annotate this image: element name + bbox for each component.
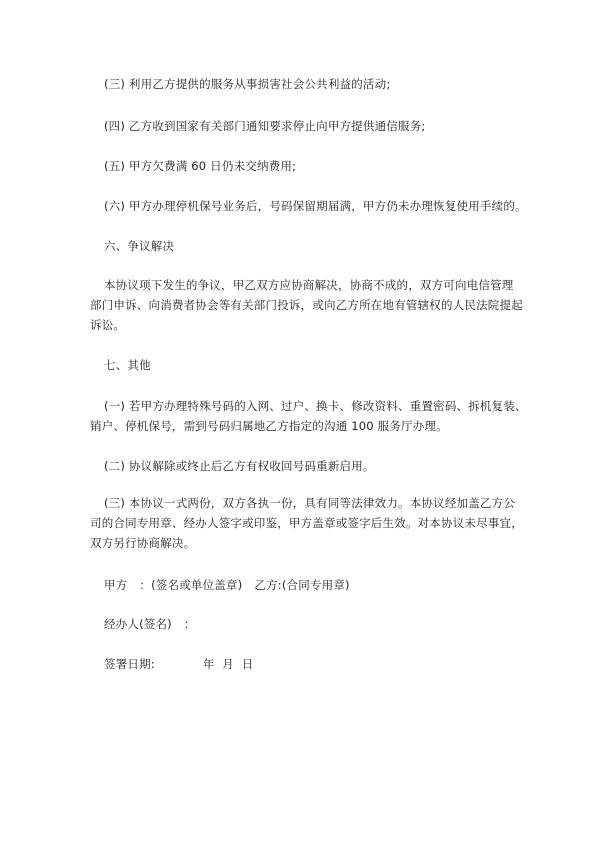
section-seven-clause-one bbox=[90, 396, 550, 436]
agent-label: 经办人(签名) bbox=[104, 617, 172, 631]
paragraph-line: 部门申诉、向消费者协会等有关部门投诉，或向乙方所在地有管辖权的人民法院提起 bbox=[90, 298, 523, 312]
party-b-label: 乙方: bbox=[254, 578, 282, 592]
clause-four-text: (四) 乙方收到国家有关部门通知要求停止向甲方提供通信服务; bbox=[104, 119, 426, 133]
clause-five bbox=[90, 156, 564, 176]
party-b-signature-field: (合同专用章) bbox=[281, 578, 350, 592]
clause-four bbox=[90, 116, 564, 136]
paragraph-line: (三) 本协议一式两份，双方各执一份，具有同等法律效力。本协议经加盖乙方公 bbox=[104, 496, 516, 510]
section-six-heading-text: 六、争议解决 bbox=[104, 239, 175, 253]
date-year: 年 bbox=[202, 657, 215, 671]
paragraph-line: 双方另行协商解决。 bbox=[90, 536, 196, 550]
section-seven-heading bbox=[90, 355, 564, 375]
signature-parties bbox=[90, 575, 564, 595]
section-seven-clause-three bbox=[90, 493, 550, 553]
clause-three-text: (三) 利用乙方提供的服务从事损害社会公共利益的活动; bbox=[104, 77, 391, 91]
agent-colon: ： bbox=[183, 617, 196, 631]
paragraph-line: 诉讼。 bbox=[90, 318, 126, 332]
paragraph-line: (二) 协议解除或终止后乙方有权收回号码重新启用。 bbox=[104, 459, 375, 473]
date-label: 签署日期: bbox=[104, 657, 155, 671]
clause-six-text: (六) 甲方办理停机保号业务后，号码保留期届满，甲方仍未办理恢复使用手续的。 bbox=[104, 199, 527, 213]
section-seven-heading-text: 七、其他 bbox=[104, 358, 151, 372]
date-month: 月 bbox=[222, 657, 234, 671]
paragraph-line: 司的合同专用章、经办人签字或印鉴，甲方盖章或签字后生效。对本协议未尽事宜， bbox=[90, 516, 523, 530]
paragraph-line: 销户、停机保号，需到号码归属地乙方指定的沟通 100 服务厅办理。 bbox=[90, 419, 448, 433]
section-six-heading bbox=[90, 236, 564, 256]
date-day: 日 bbox=[241, 657, 254, 671]
paragraph-line: (一) 若甲方办理特殊号码的入网、过户、换卡、修改资料、重置密码、拆机复装、 bbox=[104, 399, 527, 413]
clause-five-text: (五) 甲方欠费满 60 日仍未交纳费用; bbox=[104, 159, 297, 173]
party-a-label: 甲方 bbox=[104, 578, 128, 592]
clause-six bbox=[90, 196, 564, 216]
section-seven-clause-two bbox=[90, 456, 564, 476]
party-a-signature-field: ：(签名或单位盖章) bbox=[139, 578, 243, 592]
paragraph-line: 本协议项下发生的争议，甲乙双方应协商解决，协商不成的，双方可向电信管理 bbox=[104, 278, 514, 292]
section-six-paragraph bbox=[90, 275, 550, 335]
clause-three bbox=[90, 74, 564, 94]
agent-signature bbox=[90, 614, 564, 634]
signing-date bbox=[90, 654, 564, 674]
